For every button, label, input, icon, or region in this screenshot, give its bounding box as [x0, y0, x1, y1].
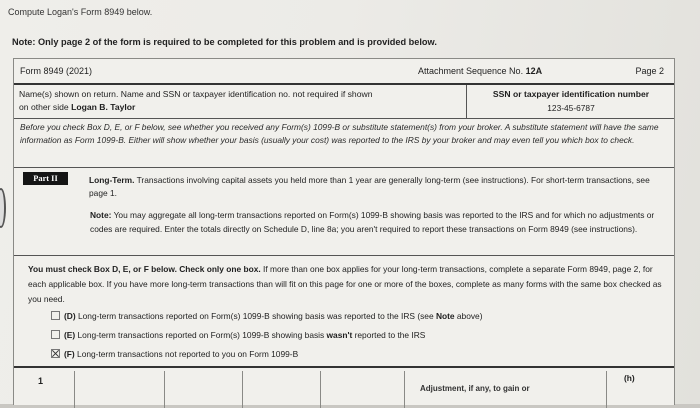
name-field	[19, 88, 459, 114]
form-8949	[13, 58, 675, 405]
table-cell[interactable]	[164, 371, 165, 408]
option-f-text: Long-term transactions not reported to you on Form 1099-B	[77, 349, 299, 359]
part-ii-title: Long-Term.	[89, 175, 135, 185]
checkbox-f-checked[interactable]	[51, 349, 60, 358]
box-selection-instructions	[28, 262, 668, 307]
option-d[interactable]	[51, 310, 483, 322]
page-number: Page 2	[635, 66, 664, 76]
part-ii-note	[90, 208, 665, 236]
page-note: Note: Only page 2 of the form is required to be completed for this problem and is provided below.	[12, 37, 437, 47]
table-cell[interactable]	[74, 371, 75, 408]
row-number: 1	[38, 376, 44, 386]
box-selection-section	[14, 255, 674, 366]
part-ii-section	[14, 167, 674, 254]
option-d-post: above)	[454, 311, 483, 321]
option-e[interactable]	[51, 329, 425, 341]
adjustment-column-header: Adjustment, if any, to gain or	[420, 384, 530, 393]
table-cell[interactable]	[606, 371, 607, 408]
option-e-post: reported to the IRS	[352, 330, 426, 340]
name-label: Name(s) shown on return. Name and SSN or taxpayer identification no. not required if shown	[19, 89, 373, 99]
part-ii-text: Transactions involving capital assets you held more than 1 year are generally long-term (see instructions). For short-term transactions, see page 1.	[89, 175, 650, 198]
checkbox-e[interactable]	[51, 330, 60, 339]
form-header	[14, 59, 674, 85]
table-cell[interactable]	[242, 371, 243, 408]
option-e-code: (E)	[64, 330, 76, 340]
left-edge-decoration	[0, 188, 6, 228]
name-section	[14, 85, 674, 119]
must-check-text: If more than one box applies for your long-term transactions, complete a separate Form 8949, page 2, for each applicable box. If you have more long-term transactions than will fit on this page for one or more of the boxes, complete as many forms with the same box checked as you need.	[28, 264, 662, 304]
ssn-field	[466, 85, 675, 118]
ssn-label: SSN or taxpayer identification number	[492, 89, 650, 99]
part-ii-badge: Part II	[23, 172, 68, 185]
option-f-code: (F)	[64, 349, 75, 359]
part-ii-description	[89, 174, 664, 200]
part-ii-note-label: Note:	[90, 210, 112, 220]
attachment-sequence	[418, 66, 542, 76]
option-d-code: (D)	[64, 311, 76, 321]
ssn-value: 123-45-6787	[547, 103, 595, 113]
before-check-instructions: Before you check Box D, E, or F below, see whether you received any Form(s) 1099-B or substitute statement(s) from your broker. A substitute statement will have the same information as Form 1099-B. Either will show whether your basis (usually your cost) was reported to the IRS by your broker and may even tell you which box to check.	[20, 122, 659, 145]
option-e-bold: wasn't	[326, 330, 353, 340]
must-check-heading: You must check Box D, E, or F below. Check only one box.	[28, 264, 261, 274]
name-label-2: on other side	[19, 102, 69, 112]
option-e-pre: Long-term transactions reported on Form(s) 1099-B showing basis	[77, 330, 327, 340]
taxpayer-name: Logan B. Taylor	[71, 102, 136, 112]
attachment-number: 12A	[525, 66, 543, 76]
column-h-header: (h)	[624, 373, 635, 383]
option-f[interactable]	[51, 348, 298, 360]
form-title: Form 8949 (2021)	[20, 66, 93, 76]
option-d-pre: Long-term transactions reported on Form(s) 1099-B showing basis was reported to the IRS (see	[77, 311, 436, 321]
checkbox-d[interactable]	[51, 311, 60, 320]
table-cell[interactable]	[404, 371, 405, 408]
attachment-prefix: Attachment Sequence No.	[418, 66, 524, 76]
option-d-bold: Note	[435, 311, 455, 321]
part-ii-note-text: You may aggregate all long-term transactions reported on Form(s) 1099-B showing basis was reported to the IRS and for which no adjustments or codes are required. Enter the totals directly on Schedule D, line 8a; you aren't required to report these transactions on Form 8949 (see instructions).	[90, 210, 655, 234]
intro-text: Compute Logan's Form 8949 below.	[8, 7, 153, 17]
table-cell[interactable]	[320, 371, 321, 408]
table-row-1	[14, 366, 674, 408]
